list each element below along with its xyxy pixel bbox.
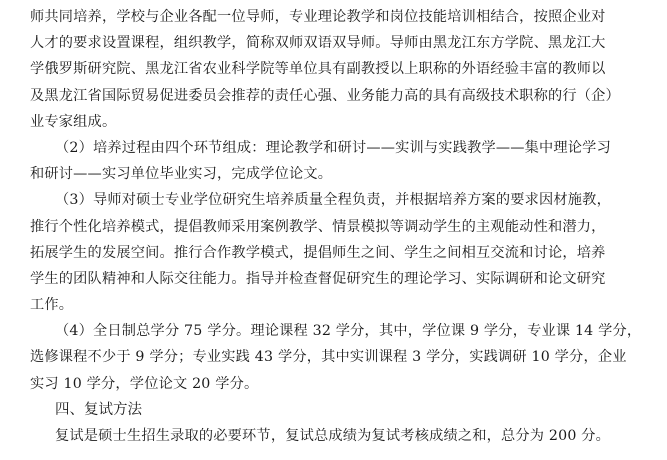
paragraph-supervisor-responsibility <box>30 187 659 318</box>
text-line: 实习 10 学分，学位论文 20 学分。 <box>30 375 259 392</box>
text-line: （4）全日制总学分 75 学分。理论课程 32 学分，其中，学位课 9 学分，专业课 14 学分， <box>55 323 642 340</box>
paragraph-reexam <box>30 423 659 449</box>
text-line: 和研讨——实习单位毕业实习，完成学位论文。 <box>30 166 333 183</box>
text-line: 选修课程不少于 9 学分；专业实践 43 学分，其中实训课程 3 学分，实践调研 10 学分，企业 <box>30 349 627 366</box>
text-line: 及黑龙江省国际贸易促进委员会推荐的责任心强、业务能力高的具有高级技术职称的行（企） <box>30 87 620 104</box>
paragraph-training-mode <box>30 4 659 135</box>
text-line: 拓展学生的发展空间。推行合作教学模式，提倡师生之间、学生之间相互交流和讨论，培养 <box>30 244 606 261</box>
text-line: 学俄罗斯研究院、黑龙江省农业科学院等单位具有副教授以上职称的外语经验丰富的教师以 <box>30 61 606 78</box>
text-line: 人才的要求设置课程，组织教学，简称双师双语双导师。导师由黑龙江东方学院、黑龙江大 <box>30 35 606 52</box>
text-line: 师共同培养，学校与企业各配一位导师，专业理论教学和岗位技能培训相结合，按照企业对 <box>30 9 606 25</box>
text-line: 工作。 <box>30 297 74 314</box>
text-line: 学生的团队精神和人际交往能力。指导并检查督促研究生的理论学习、实际调研和论文研究 <box>30 270 606 287</box>
text-line: （3）导师对硕士专业学位研究生培养质量全程负责，并根据培养方案的要求因材施教， <box>55 192 611 209</box>
text-line: （2）培养过程由四个环节组成：理论教学和研讨——实训与实践教学——集中理论学习 <box>55 139 611 156</box>
text-line: 复试是硕士生招生录取的必要环节，复试总成绩为复试考核成绩之和，总分为 200 分。 <box>55 427 611 444</box>
text-line: 业专家组成。 <box>30 113 117 130</box>
text-line: 推行个性化培养模式，提倡教师采用案例教学、情景模拟等调动学生的主观能动性和潜力， <box>30 218 606 235</box>
paragraph-training-process <box>30 135 659 187</box>
section-heading-reexam: 四、复试方法 <box>55 401 142 418</box>
paragraph-credits <box>30 318 659 397</box>
